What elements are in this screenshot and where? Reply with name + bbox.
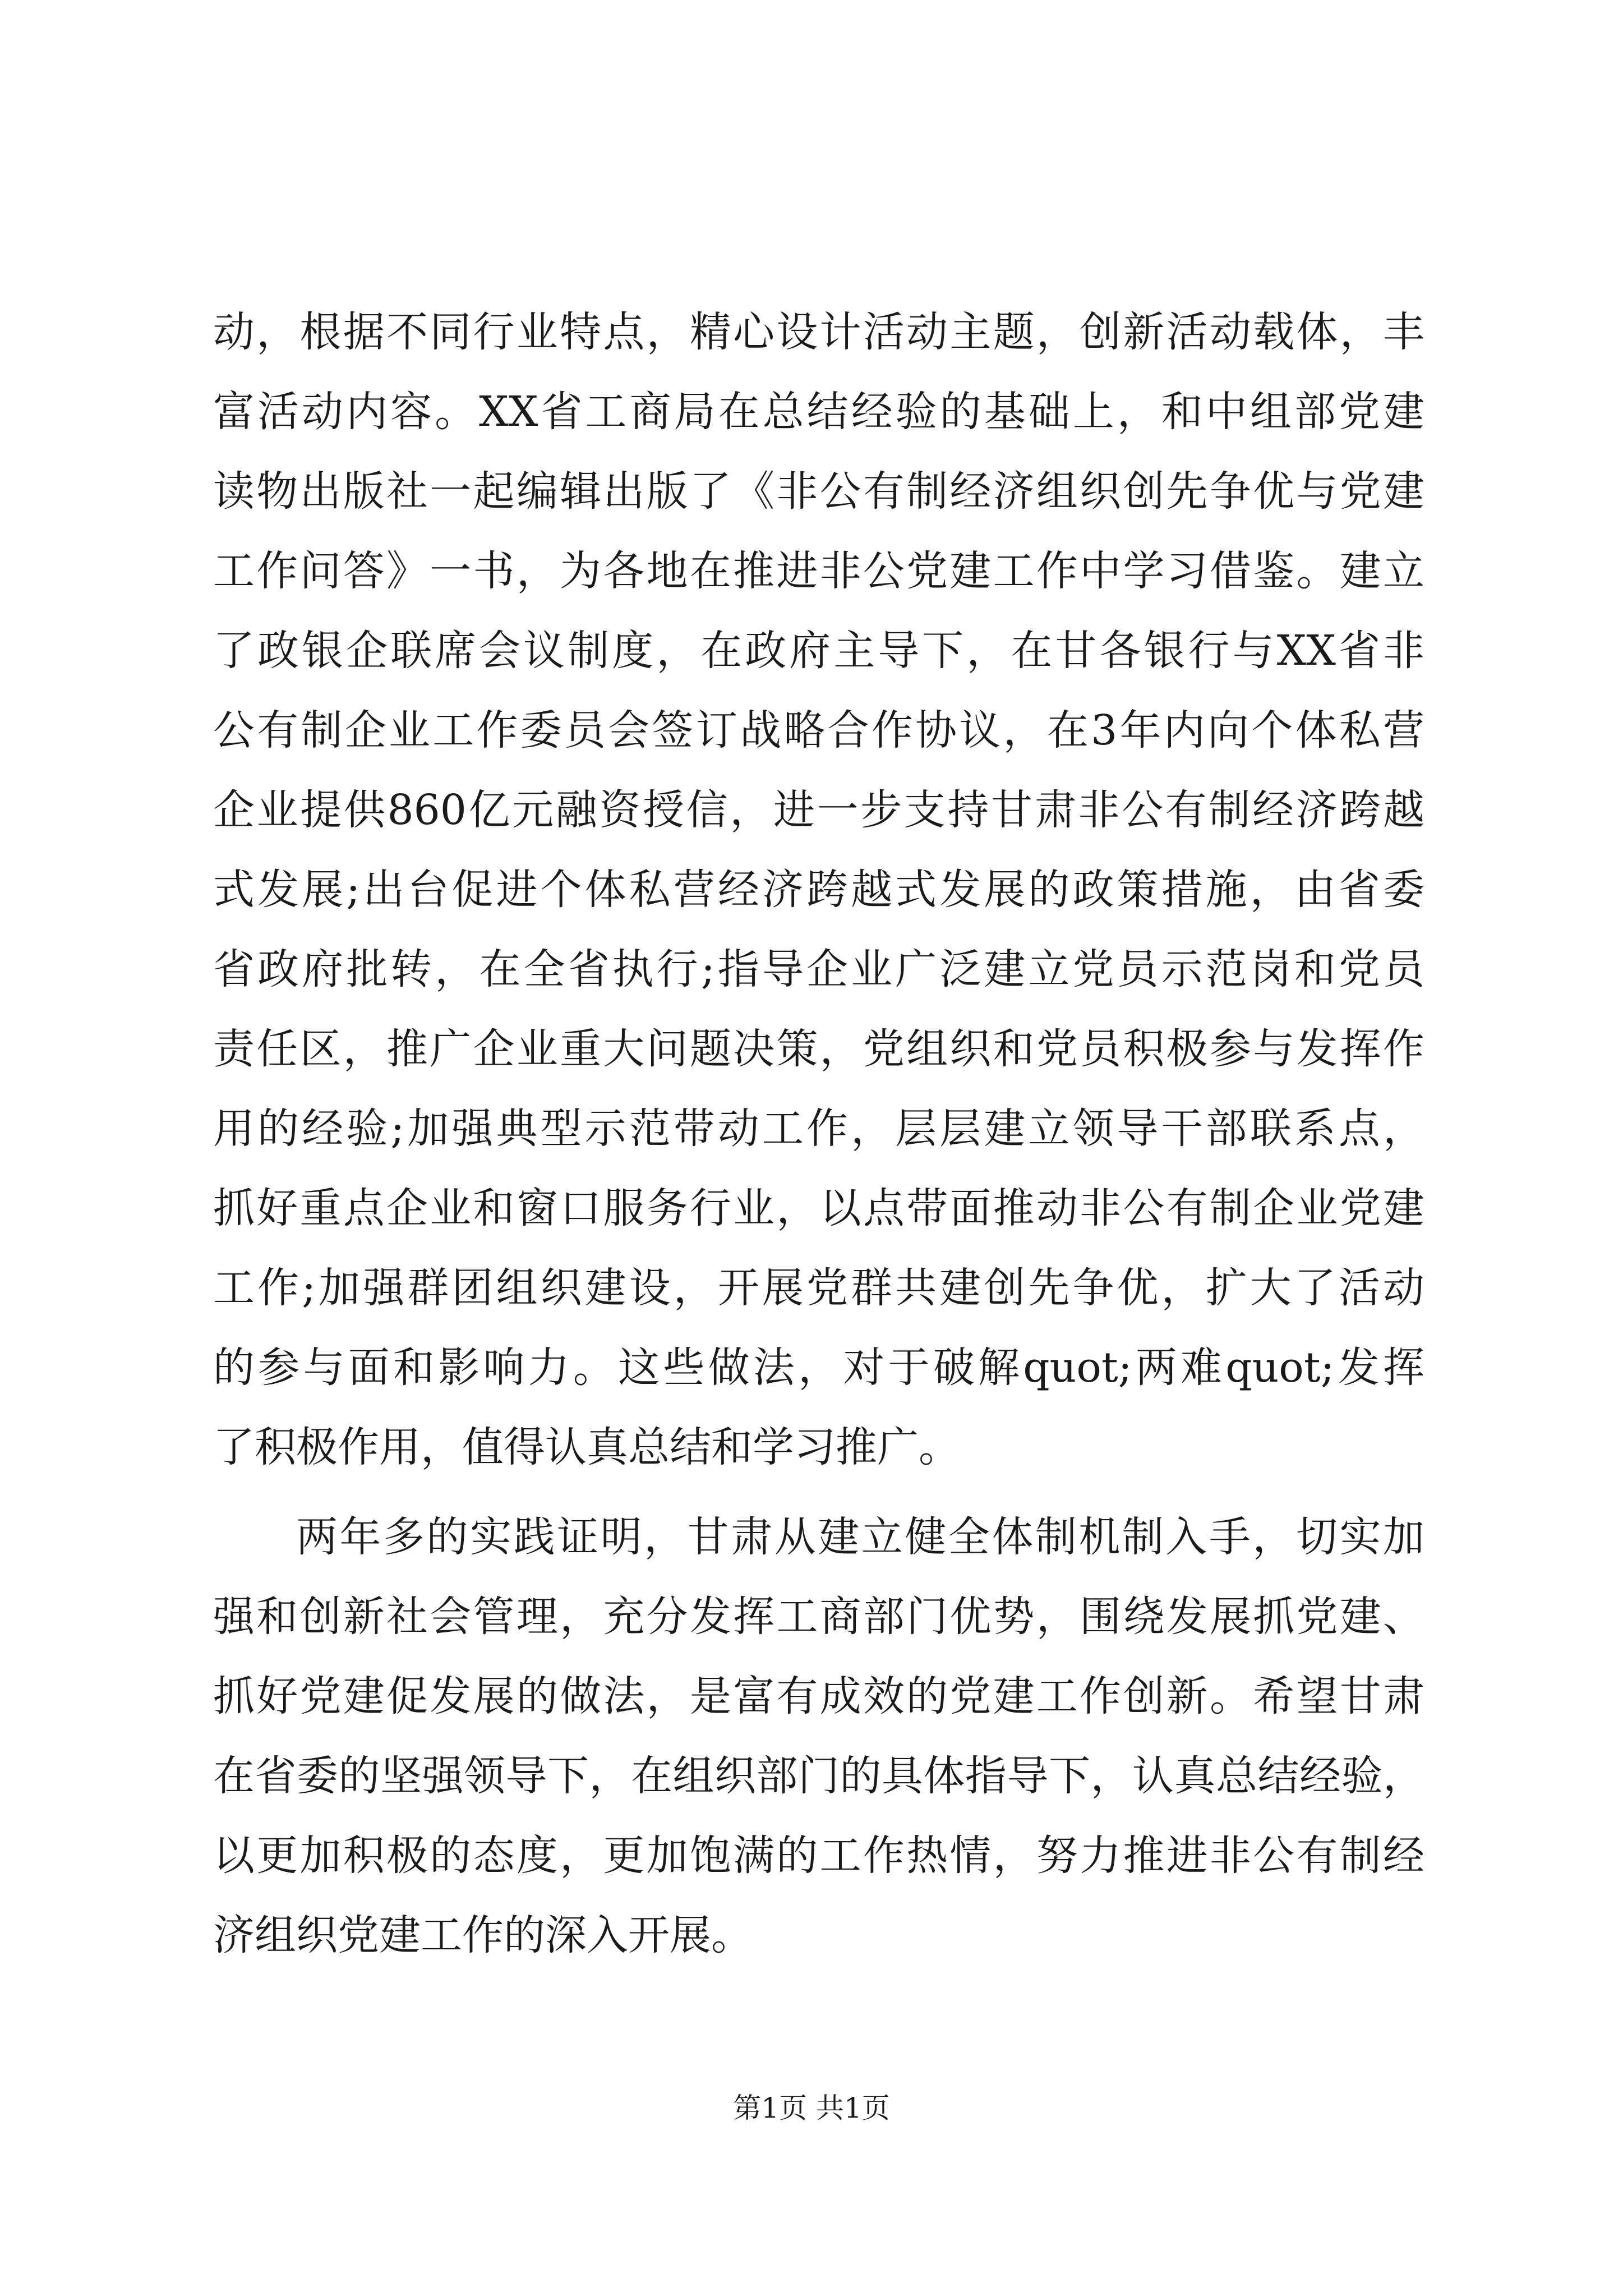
paragraph-1-line-15: 了积极作用，值得认真总结和学习推广。: [213, 1423, 960, 1471]
paragraph-2-line-4: 在省委的坚强领导下，在组织部门的具体指导下，认真总结经验，: [213, 1752, 1424, 1800]
paragraph-1-line-4: 工作问答》一书，为各地在推进非公党建工作中学习借鉴。建立: [213, 547, 1424, 595]
paragraph-1-line-11: 用的经验;加强典型示范带动工作，层层建立领导干部联系点，: [213, 1105, 1424, 1153]
paragraph-1-line-14: 的参与面和影响力。这些做法，对于破解quot;两难quot;发挥: [213, 1343, 1424, 1392]
paragraph-1-line-3: 读物出版社一起编辑出版了《非公有制经济组织创先争优与党建: [213, 467, 1424, 516]
paragraph-1-line-5: 了政银企联席会议制度，在政府主导下，在甘各银行与XX省非: [213, 627, 1424, 675]
page-number-footer: 第1页 共1页: [733, 2092, 890, 2124]
paragraph-2-line-2: 强和创新社会管理，充分发挥工商部门优势，围绕发展抓党建、: [213, 1593, 1424, 1641]
paragraph-1-line-6: 公有制企业工作委员会签订战略合作协议，在3年内向个体私营: [213, 706, 1424, 754]
paragraph-1-line-1: 动，根据不同行业特点，精心设计活动主题，创新活动载体，丰: [213, 308, 1424, 356]
paragraph-1-line-13: 工作;加强群团组织建设，开展党群共建创先争优，扩大了活动: [213, 1264, 1424, 1312]
paragraph-1-line-9: 省政府批转，在全省执行;指导企业广泛建立党员示范岗和党员: [213, 945, 1424, 993]
paragraph-1-line-10: 责任区，推广企业重大问题决策，党组织和党员积极参与发挥作: [213, 1025, 1424, 1073]
paragraph-2-line-5: 以更加积极的态度，更加饱满的工作热情，努力推进非公有制经: [213, 1832, 1424, 1880]
paragraph-1-line-12: 抓好重点企业和窗口服务行业，以点带面推动非公有制企业党建: [213, 1184, 1424, 1232]
paragraph-2-line-1: 两年多的实践证明，甘肃从建立健全体制机制入手，切实加: [296, 1513, 1424, 1561]
paragraph-2-line-3: 抓好党建促发展的做法，是富有成效的党建工作创新。希望甘肃: [213, 1672, 1424, 1720]
paragraph-2-line-6: 济组织党建工作的深入开展。: [213, 1911, 753, 1959]
paragraph-1-line-2: 富活动内容。XX省工商局在总结经验的基础上，和中组部党建: [213, 388, 1424, 436]
paragraph-1-line-8: 式发展;出台促进个体私营经济跨越式发展的政策措施，由省委: [213, 866, 1424, 914]
paragraph-1-line-7: 企业提供860亿元融资授信，进一步支持甘肃非公有制经济跨越: [213, 786, 1424, 834]
